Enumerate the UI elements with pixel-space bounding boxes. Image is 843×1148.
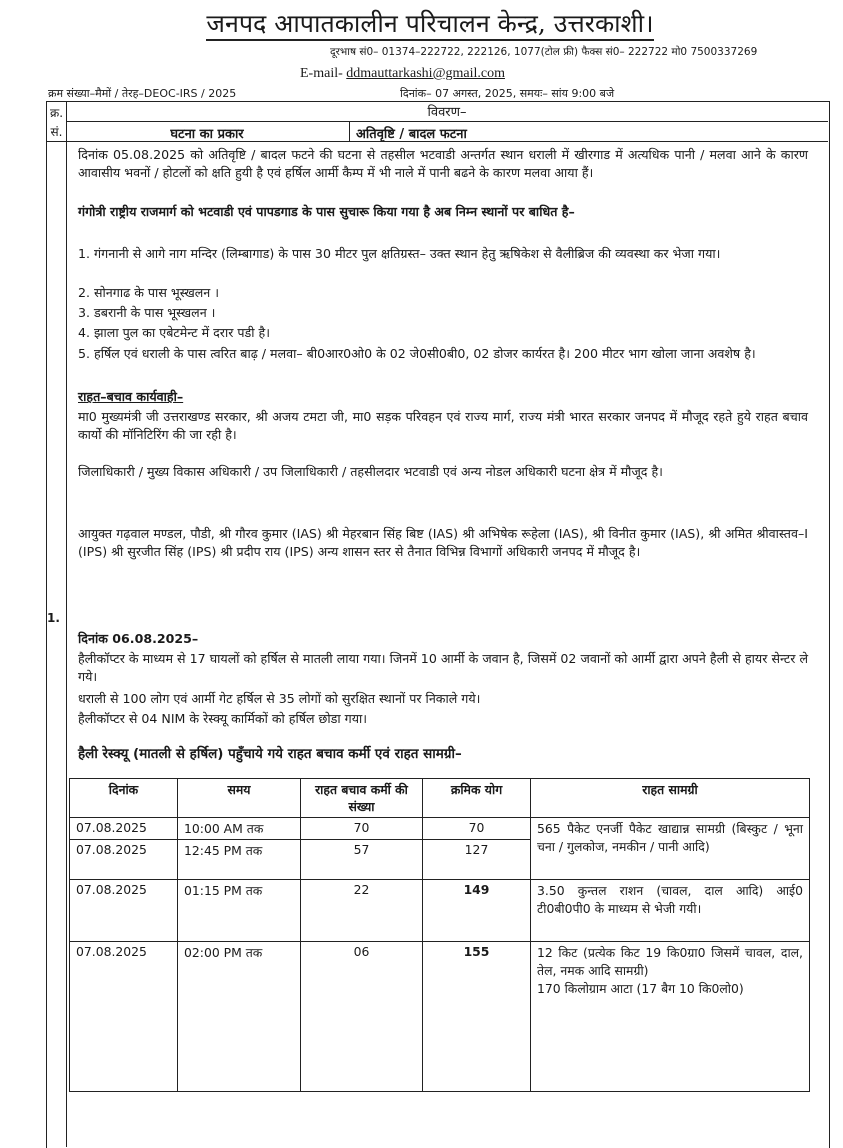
header-time: समय bbox=[178, 779, 301, 818]
reference-number: क्रम संख्या–मैमों / तेरह–DEOC-IRS / 2025 bbox=[48, 87, 237, 100]
blockage-item: 1. गंगनानी से आगे नाग मन्दिर (लिम्बागाड) के पास 30 मीटर पुल क्षतिग्रस्त– उक्त स्थान हेतु ऋषिकेश से वैलीब्रिज की व्यवस्था कर भेजा गया। bbox=[78, 246, 721, 261]
table-row bbox=[70, 818, 810, 840]
details-header: विवरण– bbox=[427, 105, 467, 120]
date-heading: दिनांक 06.08.2025– bbox=[78, 631, 199, 646]
header-date: दिनांक bbox=[70, 779, 178, 818]
update-line: हैलीकॉप्टर के माध्यम से 17 घायलों को हर्षिल से मातली लाया गया। जिनमें 10 आर्मी के जवान है, जिसमें 02 जवानों को आर्मी द्वारा अपने हैली से हायर सेन्टर ले गये। bbox=[78, 651, 808, 684]
cell-date: 07.08.2025 bbox=[70, 880, 178, 942]
email-line bbox=[300, 66, 505, 82]
report-datetime: दिनांक– 07 अगस्त, 2025, समयः– सांय 9:00 बजे bbox=[400, 87, 615, 100]
divider bbox=[66, 121, 828, 122]
cell-time: 10:00 AM तक bbox=[178, 818, 301, 840]
email-link[interactable]: ddmauttarkashi@gmail.com bbox=[346, 66, 505, 81]
relief-table bbox=[69, 778, 810, 1092]
header-cumulative: क्रमिक योग bbox=[423, 779, 531, 818]
cell-date: 07.08.2025 bbox=[70, 818, 178, 840]
table-row bbox=[70, 880, 810, 942]
header-count: राहत बचाव कर्मी की संख्या bbox=[301, 779, 423, 818]
divider bbox=[46, 141, 828, 142]
rescue-paragraph: आयुक्त गढ़वाल मण्डल, पौडी, श्री गौरव कुमार (IAS) श्री मेहरबान सिंह बिष्ट (IAS) श्री अभिषेक रूहेला (IAS), श्री विनीत कुमार (IAS), श्री अमित श्रीवास्तव–I (IPS) श्री सुरजीत सिंह (IPS) श्री प्रदीप राय (IPS) अन्य शासन स्तर से तैनात विभिन्न विभागों अधिकारी जनपद में मौजूद है। bbox=[78, 526, 808, 559]
cell-count: 22 bbox=[301, 880, 423, 942]
material-item: 12 किट (प्रत्येक किट 19 कि0ग्रा0 जिसमें चावल, दाल, तेल, नमक आदि सामग्री) bbox=[537, 945, 803, 978]
cell-count: 70 bbox=[301, 818, 423, 840]
cell-time: 01:15 PM तक bbox=[178, 880, 301, 942]
update-line: धराली से 100 लोग एवं आर्मी गेट हर्षिल से 35 लोगों को सुरक्षित स्थानों पर निकाले गये। bbox=[78, 691, 481, 706]
cell-date: 07.08.2025 bbox=[70, 840, 178, 880]
serial-column-divider bbox=[66, 101, 67, 1147]
table-row bbox=[70, 942, 810, 1092]
divider bbox=[349, 122, 350, 141]
rescue-heading: राहत–बचाव कार्यवाही– bbox=[78, 389, 184, 404]
email-label: E-mail- bbox=[300, 66, 343, 81]
cell-count: 57 bbox=[301, 840, 423, 880]
table-heading: हैली रेस्क्यू (मातली से हर्षिल) पहुँचाये गये राहत बचाव कर्मी एवं राहत सामग्री– bbox=[78, 746, 462, 762]
cell-materials: 3.50 कुन्तल राशन (चावल, दाल आदि) आई0 टी0बी0पी0 के माध्यम से भेजी गयी। bbox=[531, 880, 810, 942]
serial-header: क्र. सं. bbox=[49, 106, 64, 139]
intro-paragraph: दिनांक 05.08.2025 को अतिवृष्टि / बादल फटने की घटना से तहसील भटवाडी अन्तर्गत स्थान धराली में खीरगाड में अत्यधिक पानी / मलवा आने के कारण आवासीय भवनों / होटलों को क्षति हुयी है एवं हर्षिल आर्मी कैम्प में भी नाले में पानी बढने के कारण मलवा आया हैं। bbox=[78, 147, 808, 180]
cell-cumulative: 149 bbox=[423, 880, 531, 942]
cell-cumulative: 155 bbox=[423, 942, 531, 1092]
rescue-paragraph: मा0 मुख्यमंत्री जी उत्तराखण्ड सरकार, श्री अजय टमटा जी, मा0 सड़क परिवहन एवं राज्य मार्ग, राज्य मंत्री भारत सरकार जनपद में मौजूद रहते हुये राहत बचाव कार्यो की मॉनिटिरिंग की जा रही है। bbox=[78, 409, 808, 442]
incident-type-label: घटना का प्रकार bbox=[170, 127, 244, 142]
serial-number: 1. bbox=[47, 611, 60, 625]
update-line: हैलीकॉप्टर से 04 NIM के रेस्क्यू कार्मिकों को हर्षिल छोडा गया। bbox=[78, 711, 368, 726]
incident-type-value: अतिवृष्टि / बादल फटना bbox=[356, 127, 467, 142]
blockage-item: 5. हर्षिल एवं धराली के पास त्वरित बाढ़ / मलवा– बी0आर0ओ0 के 02 जे0सी0बी0, 02 डोजर कार्यरत है। 200 मीटर भाग खोला जाना अवशेष है। bbox=[78, 346, 756, 361]
blockage-item: 4. झाला पुल का एबेटमेन्ट में दरार पडी है। bbox=[78, 325, 270, 340]
cell-time: 12:45 PM तक bbox=[178, 840, 301, 880]
header-materials: राहत सामग्री bbox=[531, 779, 810, 818]
cell-time: 02:00 PM तक bbox=[178, 942, 301, 1092]
cell-cumulative: 127 bbox=[423, 840, 531, 880]
rescue-paragraph: जिलाधिकारी / मुख्य विकास अधिकारी / उप जिलाधिकारी / तहसीलदार भटवाडी एवं अन्य नोडल अधिकारी घटना क्षेत्र में मौजूद है। bbox=[78, 464, 663, 479]
table-header-row bbox=[70, 779, 810, 818]
blockage-item: 3. डबरानी के पास भूस्खलन । bbox=[78, 305, 216, 320]
cell-materials: 565 पैकेट एनर्जी पैकेट खाद्यान्न सामग्री (बिस्कुट / भूना चना / गुलकोज, नमकीन / पानी आदि) bbox=[531, 818, 810, 880]
highway-status: गंगोत्री राष्ट्रीय राजमार्ग को भटवाडी एवं पापडगाड के पास सुचारू किया गया है अब निम्न स्थानों पर बाधित है– bbox=[78, 204, 575, 219]
phone-line: दूरभाष सं0– 01374–222722, 222126, 1077(टोल फ्री) फैक्स सं0– 222722 मो0 7500337269 bbox=[330, 46, 758, 58]
blockage-item: 2. सोनगाढ के पास भूस्खलन । bbox=[78, 285, 220, 300]
material-item: 170 किलोग्राम आटा (17 बैग 10 कि0लो0) bbox=[537, 981, 744, 996]
cell-cumulative: 70 bbox=[423, 818, 531, 840]
cell-count: 06 bbox=[301, 942, 423, 1092]
cell-materials bbox=[531, 942, 810, 1092]
office-title: जनपद आपातकालीन परिचालन केन्द्र, उत्तरकाशी। bbox=[150, 6, 710, 40]
cell-date: 07.08.2025 bbox=[70, 942, 178, 1092]
